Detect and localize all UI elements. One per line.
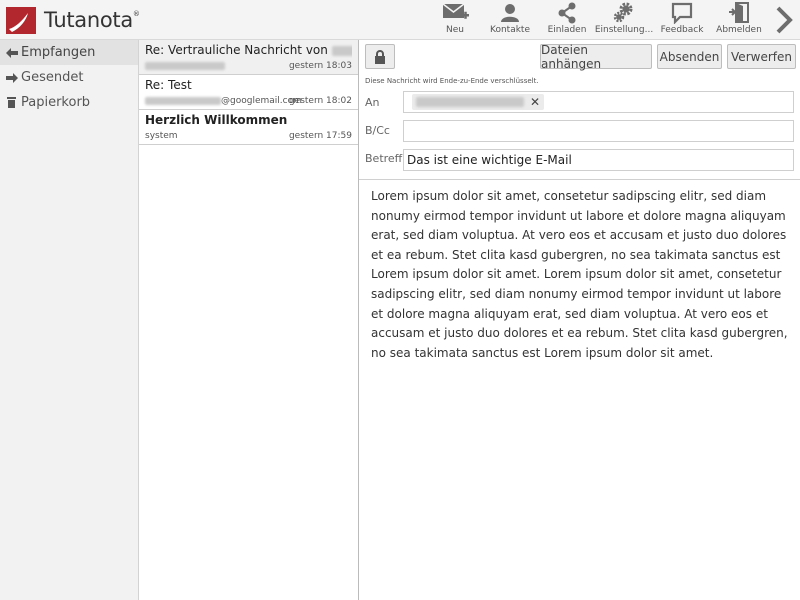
mail-date: gestern 18:02	[288, 96, 352, 106]
folder-sent-label: Gesendet	[21, 70, 84, 85]
app-name	[44, 8, 140, 32]
settings-label: Einstellung...	[594, 25, 654, 35]
mail-list-item[interactable]	[139, 75, 358, 110]
subject-field[interactable]: Das ist eine wichtige E-Mail	[403, 149, 794, 171]
mail-date: gestern 18:03	[288, 61, 352, 71]
trademark-symbol: ®	[132, 10, 140, 18]
folder-inbox-label: Empfangen	[21, 45, 96, 60]
feedback-button[interactable]	[660, 0, 704, 40]
trash-icon	[6, 97, 18, 108]
app-name-part2: nota	[86, 8, 133, 32]
top-bar	[0, 0, 800, 40]
chevron-right-icon[interactable]	[774, 6, 794, 34]
arrow-right-icon	[6, 73, 18, 83]
folder-sidebar	[0, 40, 139, 600]
subject-label: Betreff	[365, 152, 403, 165]
compose-pane	[359, 40, 800, 600]
attach-files-button[interactable]: Dateien anhängen	[540, 44, 652, 69]
folder-trash[interactable]	[0, 90, 138, 115]
folder-trash-label: Papierkorb	[21, 95, 91, 110]
new-mail-button[interactable]	[438, 0, 472, 40]
feedback-label: Feedback	[660, 25, 704, 35]
encryption-toggle-button[interactable]	[365, 44, 395, 69]
send-button[interactable]: Absenden	[657, 44, 722, 69]
discard-button[interactable]: Verwerfen	[727, 44, 796, 69]
mail-sender	[145, 61, 225, 71]
contacts-label: Kontakte	[490, 25, 530, 35]
encryption-note: Diese Nachricht wird Ende-zu-Ende verschlüsselt.	[365, 77, 539, 85]
lock-icon	[374, 50, 386, 64]
mail-sender: @googlemail.com	[145, 96, 302, 106]
mail-list-item[interactable]	[139, 110, 358, 145]
mail-subject: Re: Vertrauliche Nachricht von	[145, 42, 352, 58]
mail-subject: Re: Test	[145, 78, 192, 92]
folder-inbox[interactable]	[0, 40, 138, 65]
contacts-icon	[499, 2, 521, 24]
logout-label: Abmelden	[716, 25, 762, 35]
compose-divider	[359, 179, 800, 180]
recipient-name	[416, 97, 524, 107]
app-name-part1: Tuta	[44, 8, 87, 32]
recipient-chip[interactable]	[412, 94, 544, 110]
arrow-left-icon	[6, 48, 18, 58]
mail-subject: Herzlich Willkommen	[145, 113, 288, 127]
tutanota-logo-icon	[6, 7, 36, 34]
speech-bubble-icon	[671, 2, 693, 24]
invite-button[interactable]	[546, 0, 588, 40]
contacts-button[interactable]	[489, 0, 531, 40]
gear-icon	[612, 2, 636, 24]
message-body[interactable]: Lorem ipsum dolor sit amet, consetetur sadipscing elitr, sed diam nonumy eirmod tempor invidunt ut labore et dolore magna aliquyam erat, sed diam voluptua. At vero eos et accusam et justo duo dolores et ea rebum. Stet clita kasd gubergren, no sea takimata sanctus est Lorem ipsum dolor sit amet. Lorem ipsum dolor sit amet, consetetur sadipscing elitr, sed diam nonumy eirmod tempor invidunt ut labore et dolore magna aliquyam erat, sed diam voluptua. At vero eos et accusam et justo duo dolores et ea rebum. Stet clita kasd gubergren, no sea takimata sanctus est Lorem ipsum dolor sit amet.	[371, 189, 788, 360]
mail-list-item[interactable]	[139, 40, 358, 75]
logout-door-icon	[728, 2, 750, 24]
logout-button[interactable]	[716, 0, 762, 40]
bcc-field[interactable]	[403, 120, 794, 142]
bcc-label: B/Cc	[365, 124, 390, 137]
to-field[interactable]	[403, 91, 794, 113]
mail-date: gestern 17:59	[288, 131, 352, 141]
new-mail-icon	[440, 2, 470, 24]
share-icon	[556, 2, 578, 24]
remove-recipient-icon[interactable]: ✕	[530, 95, 541, 109]
invite-label: Einladen	[547, 25, 587, 35]
mail-sender: system	[145, 131, 178, 141]
app-logo[interactable]	[6, 6, 140, 34]
settings-button[interactable]	[596, 0, 652, 40]
folder-sent[interactable]	[0, 65, 138, 90]
mail-list	[139, 40, 359, 600]
to-label: An	[365, 96, 380, 109]
new-mail-label: Neu	[446, 25, 464, 35]
